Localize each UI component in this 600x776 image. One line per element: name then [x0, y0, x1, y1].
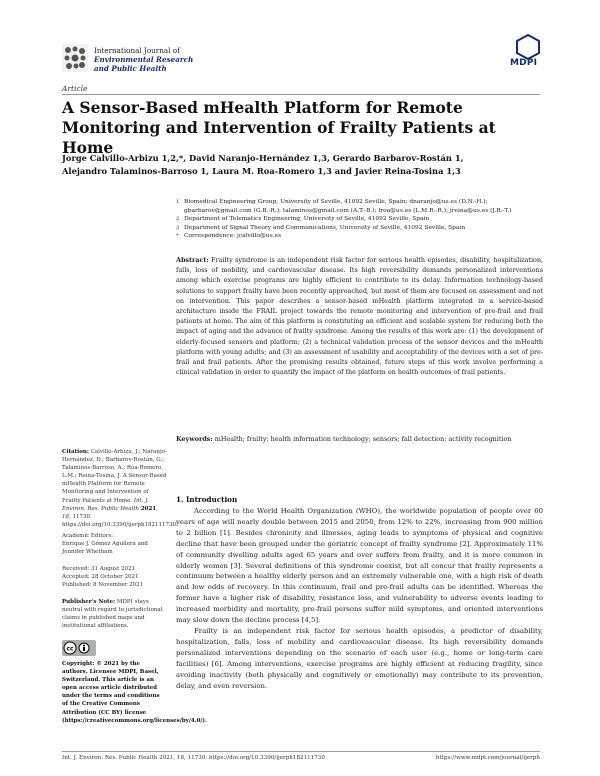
paragraph: According to the World Health Organization (WHO), the worldwide population of people over 60 years of age will nearly double between 2015 and 2050, from 12% to 22%, increasing from 900 million to 2 billion [1]. Besides chronicity and illnesses, aging leads to symptoms of physical and cognitive decline that have been grouped under the geriatric concept of frailty syndrome [2]. Approximately 11% of community dwelling adults aged 65 years and over suffers from frailty, and it is more common in elderly women [3]. Several definitions of this syndrome coexist, but all concur that frailty represents a continuum between a healthy elderly person and an extremely vulnerable one, with a high risk of death and low odds of recovery. In this continuum, frail and pre-frail adults can be identified. Whereas the former have a higher risk of disability, resistance loss, and vulnerability to adverse events leading to increased morbidity and mortality, pre-frail persons suffer mild symptoms, and oriented interventions may slow down the decline process [4,5].: [176, 507, 543, 625]
publisher-note-text: MDPI stays neutral with regard to jurisdictional claims in published maps and institutional affiliations.: [62, 599, 163, 630]
author-list: [62, 152, 540, 178]
citation-box: Citation: Calvillo-Arbizu, J.; Naranjo-Hernández, D.; Barbarov-Rostán, G.; Talaminos-Barroso, A.; Roa-Romero, L.M.; Reina-Tosina, J. A Sensor-Based mHealth Platform for Remote Monitoring and Intervention of Frailty Patients at Home. Int. J. Environ. Res. Public Health 2021, 18, 11730. https://doi.org/10.3390/ijerph182111730: [62, 449, 177, 528]
editors-label: Academic Editors:: [62, 533, 114, 539]
academic-editors: [62, 532, 167, 556]
mdpi-logo-icon: [515, 34, 541, 60]
accepted-date: Accepted: 28 October 2021: [62, 574, 139, 581]
header-divider: [62, 94, 540, 95]
citation-doi-link[interactable]: , 11730. https://doi.org/10.3390/ijerph182111730: [62, 513, 177, 528]
affiliation-item: [176, 198, 546, 215]
journal-name: [94, 46, 193, 73]
affiliation-number: 3: [176, 224, 180, 231]
keywords-text: mHealth; frailty; health information technology; sensors; fall detection; activity recognition: [214, 435, 512, 443]
cc-by-license-icon[interactable]: [62, 640, 96, 656]
correspondence-text: Correspondence: jcalvillo@us.es: [184, 233, 282, 240]
footer-divider: [62, 751, 540, 752]
authors-line-1: Jorge Calvillo-Arbizu 1,2,*, David Naranjo-Hernández 1,3, Gerardo Barbarov-Rostán 1,: [62, 153, 464, 163]
journal-name-line1: International Journal of: [94, 46, 180, 55]
correspondence: [176, 232, 546, 241]
ijerph-logo-icon: [62, 44, 88, 72]
journal-name-line3: and Public Health: [94, 64, 167, 73]
affiliation-item: [176, 215, 546, 224]
authors-line-2: Alejandro Talaminos-Barroso 1, Laura M. Roa-Romero 1,3 and Javier Reina-Tosina 1,3: [62, 166, 461, 176]
publisher-name: MDPI: [510, 58, 538, 68]
abstract-text: Frailty syndrome is an independent risk factor for serious health episodes, disability, hospitalization, falls, loss of mobility, and cardiovascular disease. Its high reversibility demands personalized interventions among which exercise programs are highly efficient to contribute to its delay. Information technology-based solutions to support frailty have been recently approached, but most of them are focused on assessment and not on intervention. This paper describes a sensor-based mHealth platform integrated in a service-based architecture inside the FRAIL project towards the remote monitoring and intervention of pre-frail and frail patients at home. The aim of this platform is constituting an efficient and scalable system for reducing both the impact of aging and the advance of frailty syndrome. Among the results of this work are: (1) the development of elderly-focused sensors and platform; (2) a technical validation process of the sensor devices and the mHealth platform with young adults; and (3) an assessment of usability and acceptability of the devices with a set of pre-frail and frail patients. After the promising results obtained, future steps of this work involve performing a clinical validation in order to quantify the impact of the platform on health outcomes of frail patients.: [176, 256, 543, 377]
publication-dates: [62, 565, 167, 589]
received-date: Received: 31 August 2021: [62, 566, 136, 572]
affiliation-text: Department of Telematics Engineering, University of Seville, 41092 Seville, Spain: [184, 216, 430, 223]
copyright-notice: [62, 660, 207, 725]
svg-text:cc: cc: [66, 645, 74, 653]
keywords: [176, 434, 543, 444]
citation-journal: Int. J. Environ. Res. Public Health: [62, 497, 149, 512]
abstract-label: Abstract:: [176, 256, 209, 264]
publisher-note: [62, 598, 167, 630]
citation-label: Citation:: [62, 449, 89, 455]
affiliation-item: [176, 224, 546, 233]
paragraph: Frailty is an independent risk factor for serious health episodes, a predictor of disability, hospitalization, falls, loss of mobility and cardiovascular disease. Its high reversibility demands personalized interventions depending on the scenario of each user (e.g., home or long-term care facilities) [6]. Among interventions, exercise programs are highly efficient at reducing fragility, since avoiding inactivity (both physically and cognitively or emotionally) may contribute to its prevention, delay, and even reversion.: [176, 626, 543, 690]
article-type: Article: [62, 84, 88, 93]
affiliations: [176, 198, 546, 241]
footer-citation: Int. J. Environ. Res. Public Health 2021, 18, 11730. https://doi.org/10.3390/ijerph182111730: [62, 755, 325, 761]
journal-url-link[interactable]: https://www.mdpi.com/journal/ijerph: [435, 755, 540, 761]
affiliation-text: Biomedical Engineering Group, University of Seville, 41092 Seville, Spain; dnaranjo@us.es (D.N.-H.); gbarbarov@gmail.com (G.B.-R.); talaminos@gmail.com (A.T.-B.); lroa@us.es (L.M.R.-R.); jreina@us.es (J.R.-T.): [184, 199, 512, 214]
keywords-label: Keywords:: [176, 435, 213, 443]
affiliation-number: 1: [176, 199, 180, 205]
paper-title: A Sensor-Based mHealth Platform for Remote Monitoring and Intervention of Frailty Patients at Home: [62, 98, 496, 157]
citation-year: 2021: [140, 505, 157, 512]
publisher-note-label: Publisher's Note:: [62, 599, 116, 605]
journal-name-line2: Environmental Research: [94, 55, 194, 64]
affiliation-number: *: [176, 233, 179, 240]
abstract: [176, 255, 543, 377]
citation-text: Calvillo-Arbizu, J.; Naranjo-Hernández, D.; Barbarov-Rostán, G.; Talaminos-Barroso, A.; Roa-Romero, L.M.; Reina-Tosina, J. A Sensor-Based mHealth Platform for Remote Monitoring and Intervention of Frailty Patients at Home.: [62, 449, 167, 504]
affiliation-number: 2: [176, 216, 180, 223]
published-date: Published: 8 November 2021: [62, 582, 144, 589]
section-heading: 1. Introduction: [176, 495, 238, 504]
affiliation-text: Department of Signal Theory and Communications, University of Seville, 41092 Seville, Spain: [184, 224, 466, 231]
citation-volume: 18: [62, 513, 69, 520]
copyright-text: Copyright: © 2021 by the authors. Licensee MDPI, Basel, Switzerland. This article is an open access article distributed under the terms and conditions of the Creative Commons Attribution (CC BY) license (https://creativecommons.org/licenses/by/4.0/).: [62, 661, 207, 724]
editors-names: Enrique J. Gómez Aguilera and Jennifer Whetham: [62, 541, 148, 556]
introduction-body: [176, 506, 543, 691]
